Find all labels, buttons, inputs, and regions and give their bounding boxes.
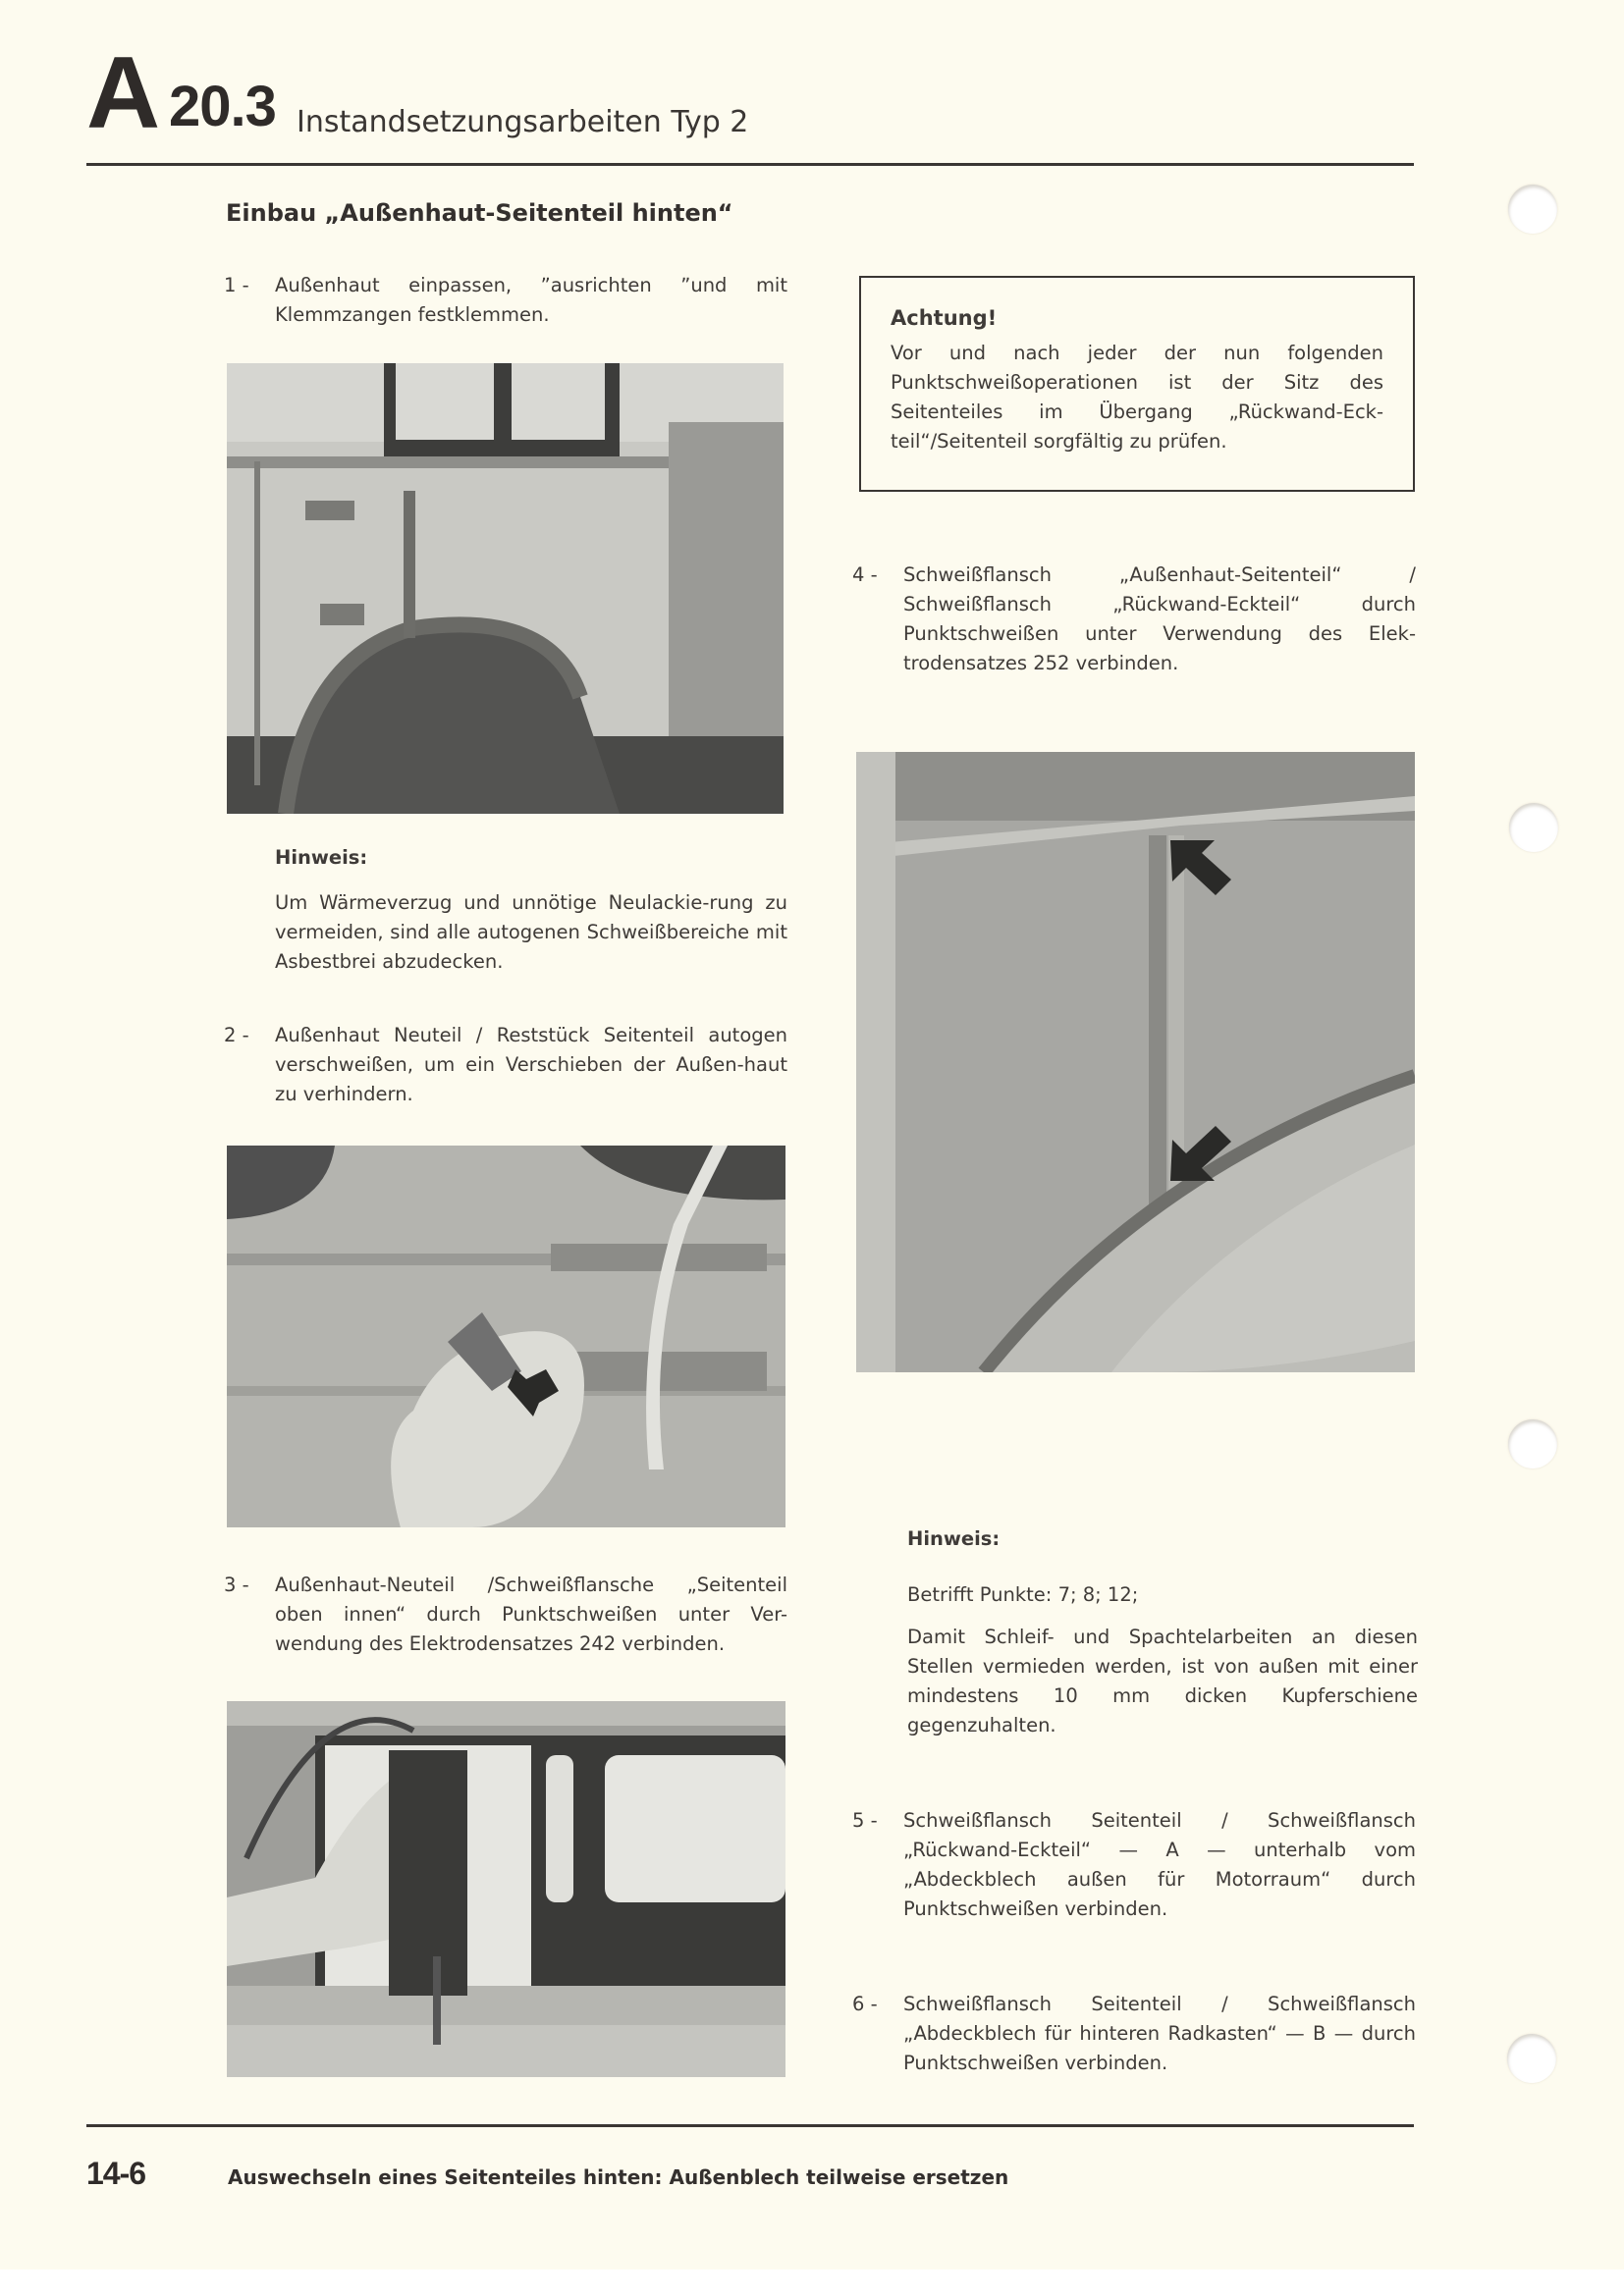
photo-asbestos-paste-weld: [227, 1146, 785, 1527]
step-text: Schweißflansch Seitenteil / Schweißflansch „Rückwand-Eckteil“ — A — unterhalb vom „Abdeckblech außen für Motorraum“ durch Punktschweißen verbinden.: [903, 1809, 1416, 1920]
step-text: Außenhaut Neuteil / Reststück Seitenteil autogen verschweißen, um ein Verschieben der Außen-haut zu verhindern.: [275, 1024, 787, 1105]
step-number: 3 -: [224, 1574, 249, 1596]
punch-hole: [1507, 2034, 1556, 2083]
step-number: 4 -: [852, 563, 878, 586]
step-text: Außenhaut einpassen, ˮausrichten ˮund mit Klemmzangen festklemmen.: [275, 274, 787, 326]
punch-hole: [1509, 803, 1558, 852]
step-number: 1 -: [224, 274, 249, 296]
photo-spot-welding-gun: [227, 1701, 785, 2077]
page-number: 14-6: [86, 2156, 146, 2191]
step-text: Schweißflansch „Außenhaut-Seitenteil“ / Schweißflansch „Rückwand-Eckteil“ durch Punktschweißen unter Verwendung des Elek-trodensatzes 252 verbinden.: [903, 563, 1416, 674]
page-title: Instandsetzungsarbeiten Typ 2: [297, 105, 749, 139]
note-left-title: Hinweis:: [275, 846, 368, 869]
footer-title: Auswechseln eines Seitenteiles hinten: Außenblech teilweise ersetzen: [228, 2165, 1009, 2189]
warning-text: Vor und nach jeder der nun folgenden Punktschweißoperationen ist der Sitz des Seitenteiles im Übergang „Rückwand-Eck-teil“/Seitenteil sorgfältig zu prüfen.: [891, 342, 1383, 453]
step-1: [224, 271, 787, 330]
note-right-line: Betrifft Punkte: 7; 8; 12;: [907, 1583, 1139, 1606]
step-5: [852, 1806, 1416, 1924]
step-6: [852, 1990, 1416, 2078]
photo-side-panel-fitted: [227, 363, 784, 814]
step-number: 2 -: [224, 1024, 249, 1046]
section-heading: Einbau „Außenhaut-Seitenteil hinten“: [226, 199, 733, 227]
punch-hole: [1508, 1419, 1557, 1468]
note-right-text: Damit Schleif- und Spachtelarbeiten an diesen Stellen vermieden werden, ist von außen mit einer mindestens 10 mm dicken Kupferschiene gegenzuhalten.: [907, 1626, 1418, 1736]
step-text: Schweißflansch Seitenteil / Schweißflansch „Abdeckblech für hinteren Radkasten“ — B — durch Punktschweißen verbinden.: [903, 1993, 1416, 2074]
section-letter: A: [86, 36, 157, 150]
step-number: 5 -: [852, 1809, 878, 1832]
step-4: [852, 561, 1416, 678]
section-number: 20.3: [169, 75, 276, 138]
step-number: 6 -: [852, 1993, 878, 2015]
step-2: [224, 1021, 787, 1109]
warning-box: [859, 276, 1415, 492]
photo-weld-flange-arrows: [856, 752, 1415, 1372]
warning-title: Achtung!: [891, 306, 998, 330]
note-right-title: Hinweis:: [907, 1527, 1001, 1550]
footer-rule: [86, 2124, 1414, 2127]
header-rule: [86, 163, 1414, 166]
punch-hole: [1508, 185, 1557, 234]
step-3: [224, 1571, 787, 1659]
page-bottom-margin: [0, 2269, 1624, 2296]
step-text: Außenhaut-Neuteil /Schweißflansche „Seitenteil oben innen“ durch Punktschweißen unter Ver-wendung des Elektrodensatzes 242 verbinden.: [275, 1574, 787, 1655]
note-left-text: Um Wärmeverzug und unnötige Neulackie-rung zu vermeiden, sind alle autogenen Schweißbereiche mit Asbestbrei abzudecken.: [275, 891, 787, 973]
